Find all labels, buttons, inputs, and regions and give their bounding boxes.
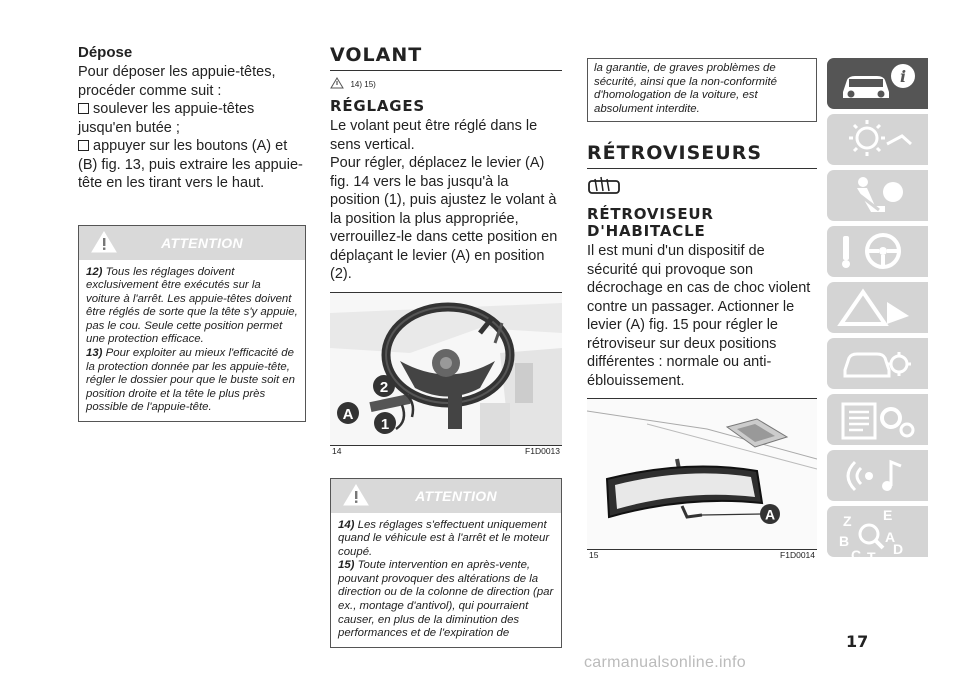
- column-2: [330, 44, 562, 648]
- note-text: Pour exploiter au mieux l'efficacité de la protection donnée par les appuie-tête, régler le dossier pour que le buste soit en position droite et la tête le plus près possible de l'appuie-tête.: [86, 347, 295, 414]
- attention-notes: [331, 513, 561, 647]
- note-number: 14): [338, 518, 355, 531]
- watermark: carmanualsonline.info: [584, 654, 746, 671]
- paragraph: Pour régler, déplacez le levier (A) fig. 14 vers le bas jusqu'à la position (1), puis ajustez le volant à la position la plus appropriée, verrouillez-le dans cette position en déplaçant le levier (A) en position (2).: [330, 155, 558, 282]
- attention-label: ATTENTION: [415, 487, 497, 504]
- index-letter: Z: [843, 513, 852, 529]
- callout-a: A: [342, 405, 354, 423]
- note-text: Tous les réglages doivent exclusivement être exécutés sur la voiture à l'arrêt. Les appuie-têtes doivent être réglés de sorte que la tête s'y appuie, pas le cou. Seule cette position permet une protection efficace.: [86, 265, 298, 346]
- figure-number: 14: [332, 445, 342, 456]
- chapter-tabs: [827, 58, 928, 565]
- note: [86, 347, 298, 415]
- multimedia-icon: [827, 450, 928, 501]
- subtitle-line-2: D'HABITACLE: [587, 222, 706, 241]
- warning-icon: [330, 77, 344, 89]
- attention-header: [331, 479, 561, 513]
- figure-caption: [587, 550, 817, 560]
- attention-header: [79, 226, 305, 260]
- technical-data-icon: [827, 394, 928, 445]
- tab-car-info[interactable]: [827, 58, 928, 109]
- tab-emergency[interactable]: [827, 282, 928, 333]
- index-letter: D: [893, 541, 904, 557]
- steering-key-icon: [827, 226, 928, 277]
- note-number: 13): [86, 347, 103, 360]
- list-item: appuyer sur les boutons (A) et (B) fig. 13, puis extraire les appuie-tête en les tirant vers le haut.: [78, 137, 306, 193]
- tab-dashboard[interactable]: [827, 114, 928, 165]
- airbag-safety-icon: [827, 170, 928, 221]
- tab-index[interactable]: [827, 506, 928, 565]
- list-item: soulever les appuie-têtes jusqu'en butée ;: [78, 100, 306, 137]
- callout-a: A: [764, 506, 776, 523]
- subsection-title-retroviseur: [587, 206, 817, 240]
- tab-maintenance[interactable]: [827, 338, 928, 389]
- note-text: Les réglages s'effectuent uniquement quand le véhicule est à l'arrêt et le moteur coupé.: [338, 518, 550, 558]
- index-letter: T: [867, 549, 876, 565]
- note-refs: 14) 15): [350, 80, 376, 89]
- index-letter: A: [885, 529, 896, 545]
- tab-technical-data[interactable]: [827, 394, 928, 445]
- column-1: [78, 44, 306, 422]
- mirror-icon: [587, 175, 621, 197]
- paragraph: Le volant peut être réglé dans le sens vertical.: [330, 118, 538, 153]
- steering-wheel-illustration: [330, 293, 562, 445]
- car-info-icon: [827, 58, 928, 109]
- refs-line: [330, 76, 562, 94]
- note-number: 15): [338, 559, 355, 572]
- paragraph: Il est muni d'un dispositif de sécurité qui provoque son décrochage en cas de choc violent contre un passager. Actionner le levier (A) fig. 15 pour régler le rétroviseur sur deux positions différentes : normale ou anti-éblouissement.: [587, 243, 811, 389]
- index-letter: C: [851, 547, 862, 563]
- section-title-volant: VOLANT: [330, 44, 562, 71]
- mirror-icon-line: [587, 175, 817, 202]
- attention-label: ATTENTION: [161, 234, 243, 251]
- attention-notes: [79, 260, 305, 422]
- column-3: [587, 58, 817, 560]
- index-letter: B: [839, 533, 850, 549]
- figure-code: F1D0013: [525, 445, 560, 456]
- subsection-title-reglages: RÉGLAGES: [330, 97, 426, 115]
- warning-triangle-icon: [827, 282, 928, 333]
- note: [86, 266, 298, 348]
- note-text: Toute intervention en après-vente, pouvant provoquer des altérations de la direction ou de la colonne de direction (par ex., montage d'antivol), qui pourraient causer, en plus de la diminution des performances et de l'expiration de: [338, 559, 554, 640]
- dashboard-lights-icon: [827, 114, 928, 165]
- intro-paragraph: Pour déposer les appuie-têtes, procéder comme suit :: [78, 64, 276, 99]
- section-heading-depose: Dépose: [78, 44, 133, 61]
- rearview-mirror-illustration: [587, 399, 817, 549]
- section-title-retroviseurs: RÉTROVISEURS: [587, 142, 817, 169]
- tab-starting[interactable]: [827, 226, 928, 277]
- attention-box: [78, 225, 306, 423]
- figure-14: [330, 292, 562, 446]
- svg-text:i: i: [899, 67, 907, 86]
- note-number: 12): [86, 265, 103, 278]
- attention-continuation: la garantie, de graves problèmes de sécurité, ainsi que la non-conformité d'homologation de la voiture, est absolument interdite.: [587, 58, 817, 122]
- attention-box: [330, 478, 562, 648]
- page-number: 17: [846, 632, 869, 651]
- note: [338, 559, 554, 641]
- index-letters-icon: [827, 506, 928, 566]
- tab-multimedia[interactable]: [827, 450, 928, 501]
- figure-15: [587, 398, 817, 550]
- index-letter: E: [883, 507, 893, 523]
- figure-number: 15: [589, 550, 599, 561]
- note: [338, 519, 554, 560]
- figure-code: F1D0014: [780, 550, 815, 561]
- callout-2: 2: [379, 378, 389, 396]
- tab-safety[interactable]: [827, 170, 928, 221]
- car-service-icon: [827, 338, 928, 389]
- callout-1: 1: [380, 415, 390, 433]
- subtitle-line-1: RÉTROVISEUR: [587, 205, 714, 224]
